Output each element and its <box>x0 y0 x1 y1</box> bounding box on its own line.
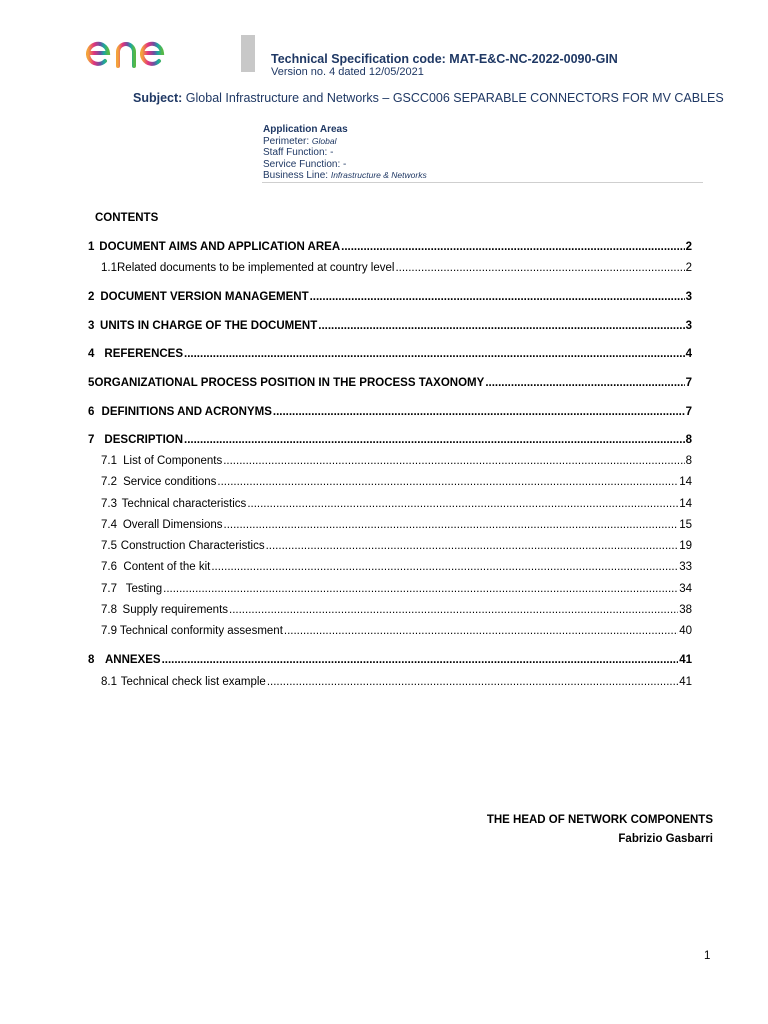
toc-entry-number: 7.9 <box>101 625 117 637</box>
toc-entry-page: 8 <box>685 434 692 446</box>
toc-entry-number: 7.4 <box>101 519 117 531</box>
toc-entry[interactable] <box>88 519 692 531</box>
toc-entry-title: Construction Characteristics <box>120 540 265 552</box>
toc-dot-leader <box>284 625 678 637</box>
perimeter-value: Global <box>311 135 337 146</box>
signature-role: THE HEAD OF NETWORK COMPONENTS <box>486 814 713 826</box>
toc-entry[interactable] <box>88 604 692 616</box>
subject <box>133 91 724 105</box>
toc-entry-title: Content of the kit <box>123 561 211 573</box>
toc-entry-page: 3 <box>685 320 692 332</box>
version-info: Version no. 4 dated 12/05/2021 <box>271 66 424 78</box>
toc-entry-number: 8 <box>88 654 95 666</box>
toc-dot-leader <box>184 434 685 446</box>
toc-entry[interactable] <box>88 455 692 467</box>
toc-entry[interactable] <box>88 561 692 573</box>
contents-title: CONTENTS <box>95 212 159 224</box>
toc-entry[interactable] <box>88 320 692 332</box>
toc-entry-title: Related documents to be implemented at country level <box>117 262 395 274</box>
toc-entry-page: 33 <box>679 561 692 573</box>
toc-entry-page: 2 <box>685 262 692 274</box>
toc-entry-page: 7 <box>685 406 692 418</box>
toc-entry-number: 7.3 <box>101 498 117 510</box>
subject-text: Global Infrastructure and Networks – GSCC006 SEPARABLE CONNECTORS FOR MV CABLES <box>185 91 724 105</box>
toc-entry-page: 14 <box>679 476 692 488</box>
business-line-label: Business Line: <box>263 170 329 181</box>
toc-dot-leader <box>485 377 684 389</box>
toc-entry[interactable] <box>88 540 692 552</box>
toc-entry-number: 6 <box>88 406 95 418</box>
toc-dot-leader <box>223 455 684 467</box>
toc-dot-leader <box>273 406 685 418</box>
toc-dot-leader <box>229 604 678 616</box>
toc-entry-title: ORGANIZATIONAL PROCESS POSITION IN THE PROCESS TAXONOMY <box>94 377 485 389</box>
toc-entry[interactable] <box>88 476 692 488</box>
toc-entry-page: 7 <box>685 377 692 389</box>
toc-entry[interactable] <box>88 377 692 389</box>
toc-entry-page: 41 <box>679 654 692 666</box>
toc-dot-leader <box>224 519 679 531</box>
toc-dot-leader <box>395 262 684 274</box>
toc-entry-title: Technical characteristics <box>121 498 247 510</box>
toc-entry-number: 7 <box>88 434 95 446</box>
toc-dot-leader <box>341 241 684 253</box>
toc-entry[interactable] <box>88 291 692 303</box>
toc-dot-leader <box>217 476 678 488</box>
toc-dot-leader <box>318 320 684 332</box>
toc-entry-title: Overall Dimensions <box>122 519 223 531</box>
toc-entry-title: DEFINITIONS AND ACRONYMS <box>101 406 272 418</box>
toc-dot-leader <box>247 498 678 510</box>
toc-entry[interactable] <box>88 498 692 510</box>
toc-entry-number: 2 <box>88 291 95 303</box>
toc-entry-number: 7.1 <box>101 455 117 467</box>
toc-dot-leader <box>162 654 679 666</box>
application-areas-rule <box>262 182 703 183</box>
toc-entry-page: 4 <box>685 348 692 360</box>
toc-dot-leader <box>211 561 678 573</box>
spec-code: Technical Specification code: MAT-E&C-NC-2022-0090-GIN <box>271 52 618 66</box>
staff-function-label: Staff Function: <box>263 147 328 158</box>
toc-entry[interactable] <box>88 406 692 418</box>
toc-entry-title: List of Components <box>123 455 223 467</box>
toc-entry-page: 38 <box>679 604 692 616</box>
toc-dot-leader <box>266 540 679 552</box>
service-function-label: Service Function: <box>263 158 341 170</box>
business-line-row <box>263 170 427 182</box>
toc-entry[interactable] <box>88 625 692 637</box>
toc-entry[interactable] <box>88 583 692 595</box>
toc-entry-page: 3 <box>685 291 692 303</box>
toc-entry[interactable] <box>88 434 692 446</box>
service-function-value: - <box>343 158 347 170</box>
toc-dot-leader <box>310 291 685 303</box>
service-function-row <box>263 159 427 171</box>
toc-entry-title: ANNEXES <box>104 654 161 666</box>
toc-entry-page: 34 <box>679 583 692 595</box>
perimeter-label: Perimeter: <box>263 135 310 147</box>
toc-entry[interactable] <box>88 241 692 253</box>
toc-entry-title: DOCUMENT AIMS AND APPLICATION AREA <box>99 241 341 253</box>
toc-entry-number: 1.1 <box>101 262 117 274</box>
staff-function-value: - <box>330 147 334 158</box>
toc-entry[interactable] <box>88 676 692 688</box>
toc-entry-title: Supply requirements <box>122 604 229 616</box>
toc-entry[interactable] <box>88 262 692 274</box>
application-areas <box>263 124 427 182</box>
toc-entry-title: DESCRIPTION <box>104 434 184 446</box>
page-number: 1 <box>704 950 711 962</box>
toc-entry[interactable] <box>88 348 692 360</box>
toc-entry-number: 7.2 <box>101 476 117 488</box>
toc-entry-title: Testing <box>125 583 163 595</box>
application-areas-title: Application Areas <box>263 124 348 135</box>
toc-entry-number: 4 <box>88 348 95 360</box>
enel-logo <box>86 28 198 72</box>
toc-dot-leader <box>267 676 678 688</box>
toc-entry-number: 3 <box>88 320 95 332</box>
toc-entry-page: 15 <box>679 519 692 531</box>
toc-entry-number: 7.6 <box>101 561 117 573</box>
toc-entry-title: Service conditions <box>123 476 217 488</box>
toc-entry-number: 7.5 <box>101 540 117 552</box>
signature-name: Fabrizio Gasbarri <box>618 833 713 845</box>
toc-entry-number: 7.7 <box>101 583 117 595</box>
toc-entry-number: 7.8 <box>101 604 117 616</box>
toc-entry-title: UNITS IN CHARGE OF THE DOCUMENT <box>100 320 318 332</box>
toc-entry-title: Technical conformity assesment <box>119 625 283 637</box>
toc-entry-title: REFERENCES <box>104 348 184 360</box>
toc-entry-title: DOCUMENT VERSION MANAGEMENT <box>100 291 309 303</box>
toc-entry-page: 2 <box>685 241 692 253</box>
toc-entry-title: Technical check list example <box>120 676 266 688</box>
toc-entry[interactable] <box>88 654 692 666</box>
toc-entry-page: 41 <box>679 676 692 688</box>
toc-dot-leader <box>184 348 685 360</box>
toc-entry-number: 8.1 <box>101 676 117 688</box>
toc-entry-page: 40 <box>679 625 692 637</box>
staff-function-row <box>263 147 427 159</box>
perimeter-row <box>263 136 427 148</box>
subject-label: Subject: <box>133 91 183 105</box>
toc-entry-page: 8 <box>685 455 692 467</box>
toc-entry-number: 1 <box>88 241 95 253</box>
toc-dot-leader <box>163 583 678 595</box>
business-line-value: Infrastructure & Networks <box>330 170 427 180</box>
header-divider-bar <box>241 35 255 72</box>
toc-entry-number: 5 <box>88 377 95 389</box>
toc-entry-page: 14 <box>679 498 692 510</box>
toc-entry-page: 19 <box>679 540 692 552</box>
